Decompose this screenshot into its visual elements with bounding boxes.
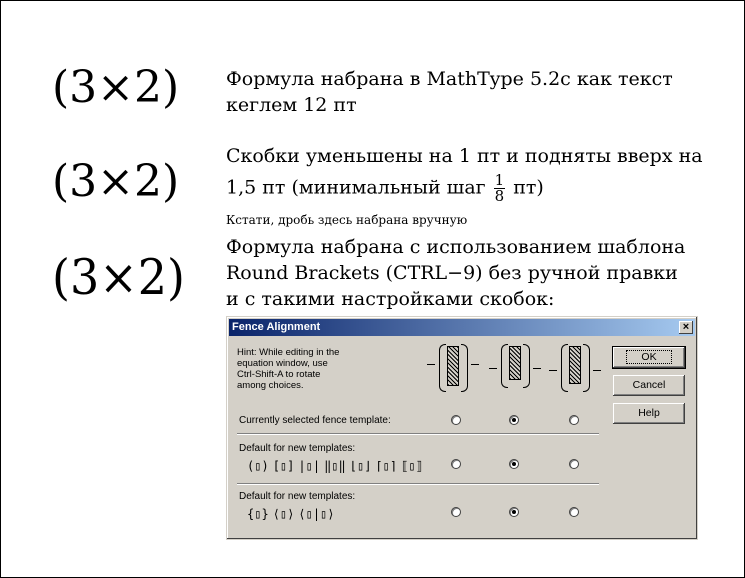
description-2 bbox=[226, 143, 703, 204]
note: Кстати, дробь здесь набрана вручную bbox=[226, 213, 468, 227]
default2-radio-low[interactable] bbox=[451, 507, 461, 517]
fraction-numerator: 1 bbox=[494, 171, 505, 189]
template-bracket-icon: [▯] bbox=[272, 459, 295, 473]
current-radio-middle[interactable] bbox=[509, 415, 519, 425]
ok-button[interactable] bbox=[613, 347, 685, 368]
template-double-bracket-icon: ⟦▯⟧ bbox=[401, 459, 423, 473]
default-template-label: Default for new templates: bbox=[239, 443, 356, 454]
fence-preview-middle bbox=[489, 344, 549, 390]
description-3 bbox=[226, 234, 685, 312]
fraction-denominator: 8 bbox=[494, 187, 505, 205]
current-radio-low[interactable] bbox=[451, 415, 461, 425]
template-paren-icon: (▯) bbox=[247, 459, 269, 473]
default2-radio-middle[interactable] bbox=[509, 507, 519, 517]
cancel-button[interactable]: Cancel bbox=[613, 375, 685, 396]
help-button[interactable]: Help bbox=[613, 403, 685, 424]
description-3-line-2: Round Brackets (CTRL−9) без ручной правки bbox=[226, 262, 678, 284]
close-button[interactable]: × bbox=[679, 321, 693, 334]
template-icons-row-1 bbox=[247, 459, 427, 473]
description-2-line-2-post: пт) bbox=[513, 176, 544, 199]
separator-2 bbox=[237, 483, 599, 485]
template-angle-bar-icon: ⟨▯|▯⟩ bbox=[298, 507, 335, 521]
fence-preview-high bbox=[549, 344, 609, 390]
formula-2: (3×2) bbox=[52, 156, 180, 207]
template-ceiling-icon: ⌈▯⌉ bbox=[375, 459, 398, 473]
dialog-titlebar bbox=[229, 319, 695, 336]
formula-3: (3×2) bbox=[52, 248, 185, 306]
current-template-label: Currently selected fence template: bbox=[239, 415, 391, 426]
description-3-line-1: Формула набрана с использованием шаблона bbox=[226, 236, 686, 258]
description-2-line-2-pre: 1,5 пт (минимальный шаг bbox=[226, 176, 486, 199]
template-icons-row-2 bbox=[247, 507, 339, 521]
hint-line-1: Hint: While editing in the bbox=[237, 347, 340, 358]
default-radio-high[interactable] bbox=[569, 459, 579, 469]
description-3-line-3: и с такими настройками скобок: bbox=[226, 288, 555, 310]
formula-1: (3×2) bbox=[52, 62, 180, 113]
fraction bbox=[494, 173, 506, 204]
default2-radio-high[interactable] bbox=[569, 507, 579, 517]
description-1 bbox=[226, 66, 673, 118]
default-radio-low[interactable] bbox=[451, 459, 461, 469]
default-template-label-2: Default for new templates: bbox=[239, 491, 356, 502]
hint-line-3: Ctrl-Shift-A to rotate bbox=[237, 369, 321, 380]
template-brace-icon: {▯} bbox=[247, 507, 269, 521]
template-floor-icon: ⌊▯⌋ bbox=[349, 459, 372, 473]
hint-line-4: among choices. bbox=[237, 380, 304, 391]
default-radio-middle[interactable] bbox=[509, 459, 519, 469]
fence-preview-low bbox=[427, 344, 487, 390]
description-1-line-2: кеглем 12 пт bbox=[226, 94, 357, 116]
description-2-line-1: Скобки уменьшены на 1 пт и подняты вверх на bbox=[226, 145, 703, 167]
dialog-title: Fence Alignment bbox=[232, 321, 321, 333]
current-radio-high[interactable] bbox=[569, 415, 579, 425]
ok-button-label: OK bbox=[626, 350, 671, 364]
template-double-bar-icon: ‖▯‖ bbox=[324, 459, 346, 473]
hint-line-2: equation window, use bbox=[237, 358, 328, 369]
hint-text bbox=[237, 347, 377, 391]
template-bar-icon: |▯| bbox=[298, 459, 321, 473]
fence-alignment-dialog bbox=[226, 316, 698, 540]
description-1-line-1: Формула набрана в MathType 5.2c как текст bbox=[226, 68, 673, 90]
description-2-line-2 bbox=[226, 173, 703, 204]
template-angle-icon: ⟨▯⟩ bbox=[272, 507, 295, 521]
separator-1 bbox=[237, 433, 599, 435]
